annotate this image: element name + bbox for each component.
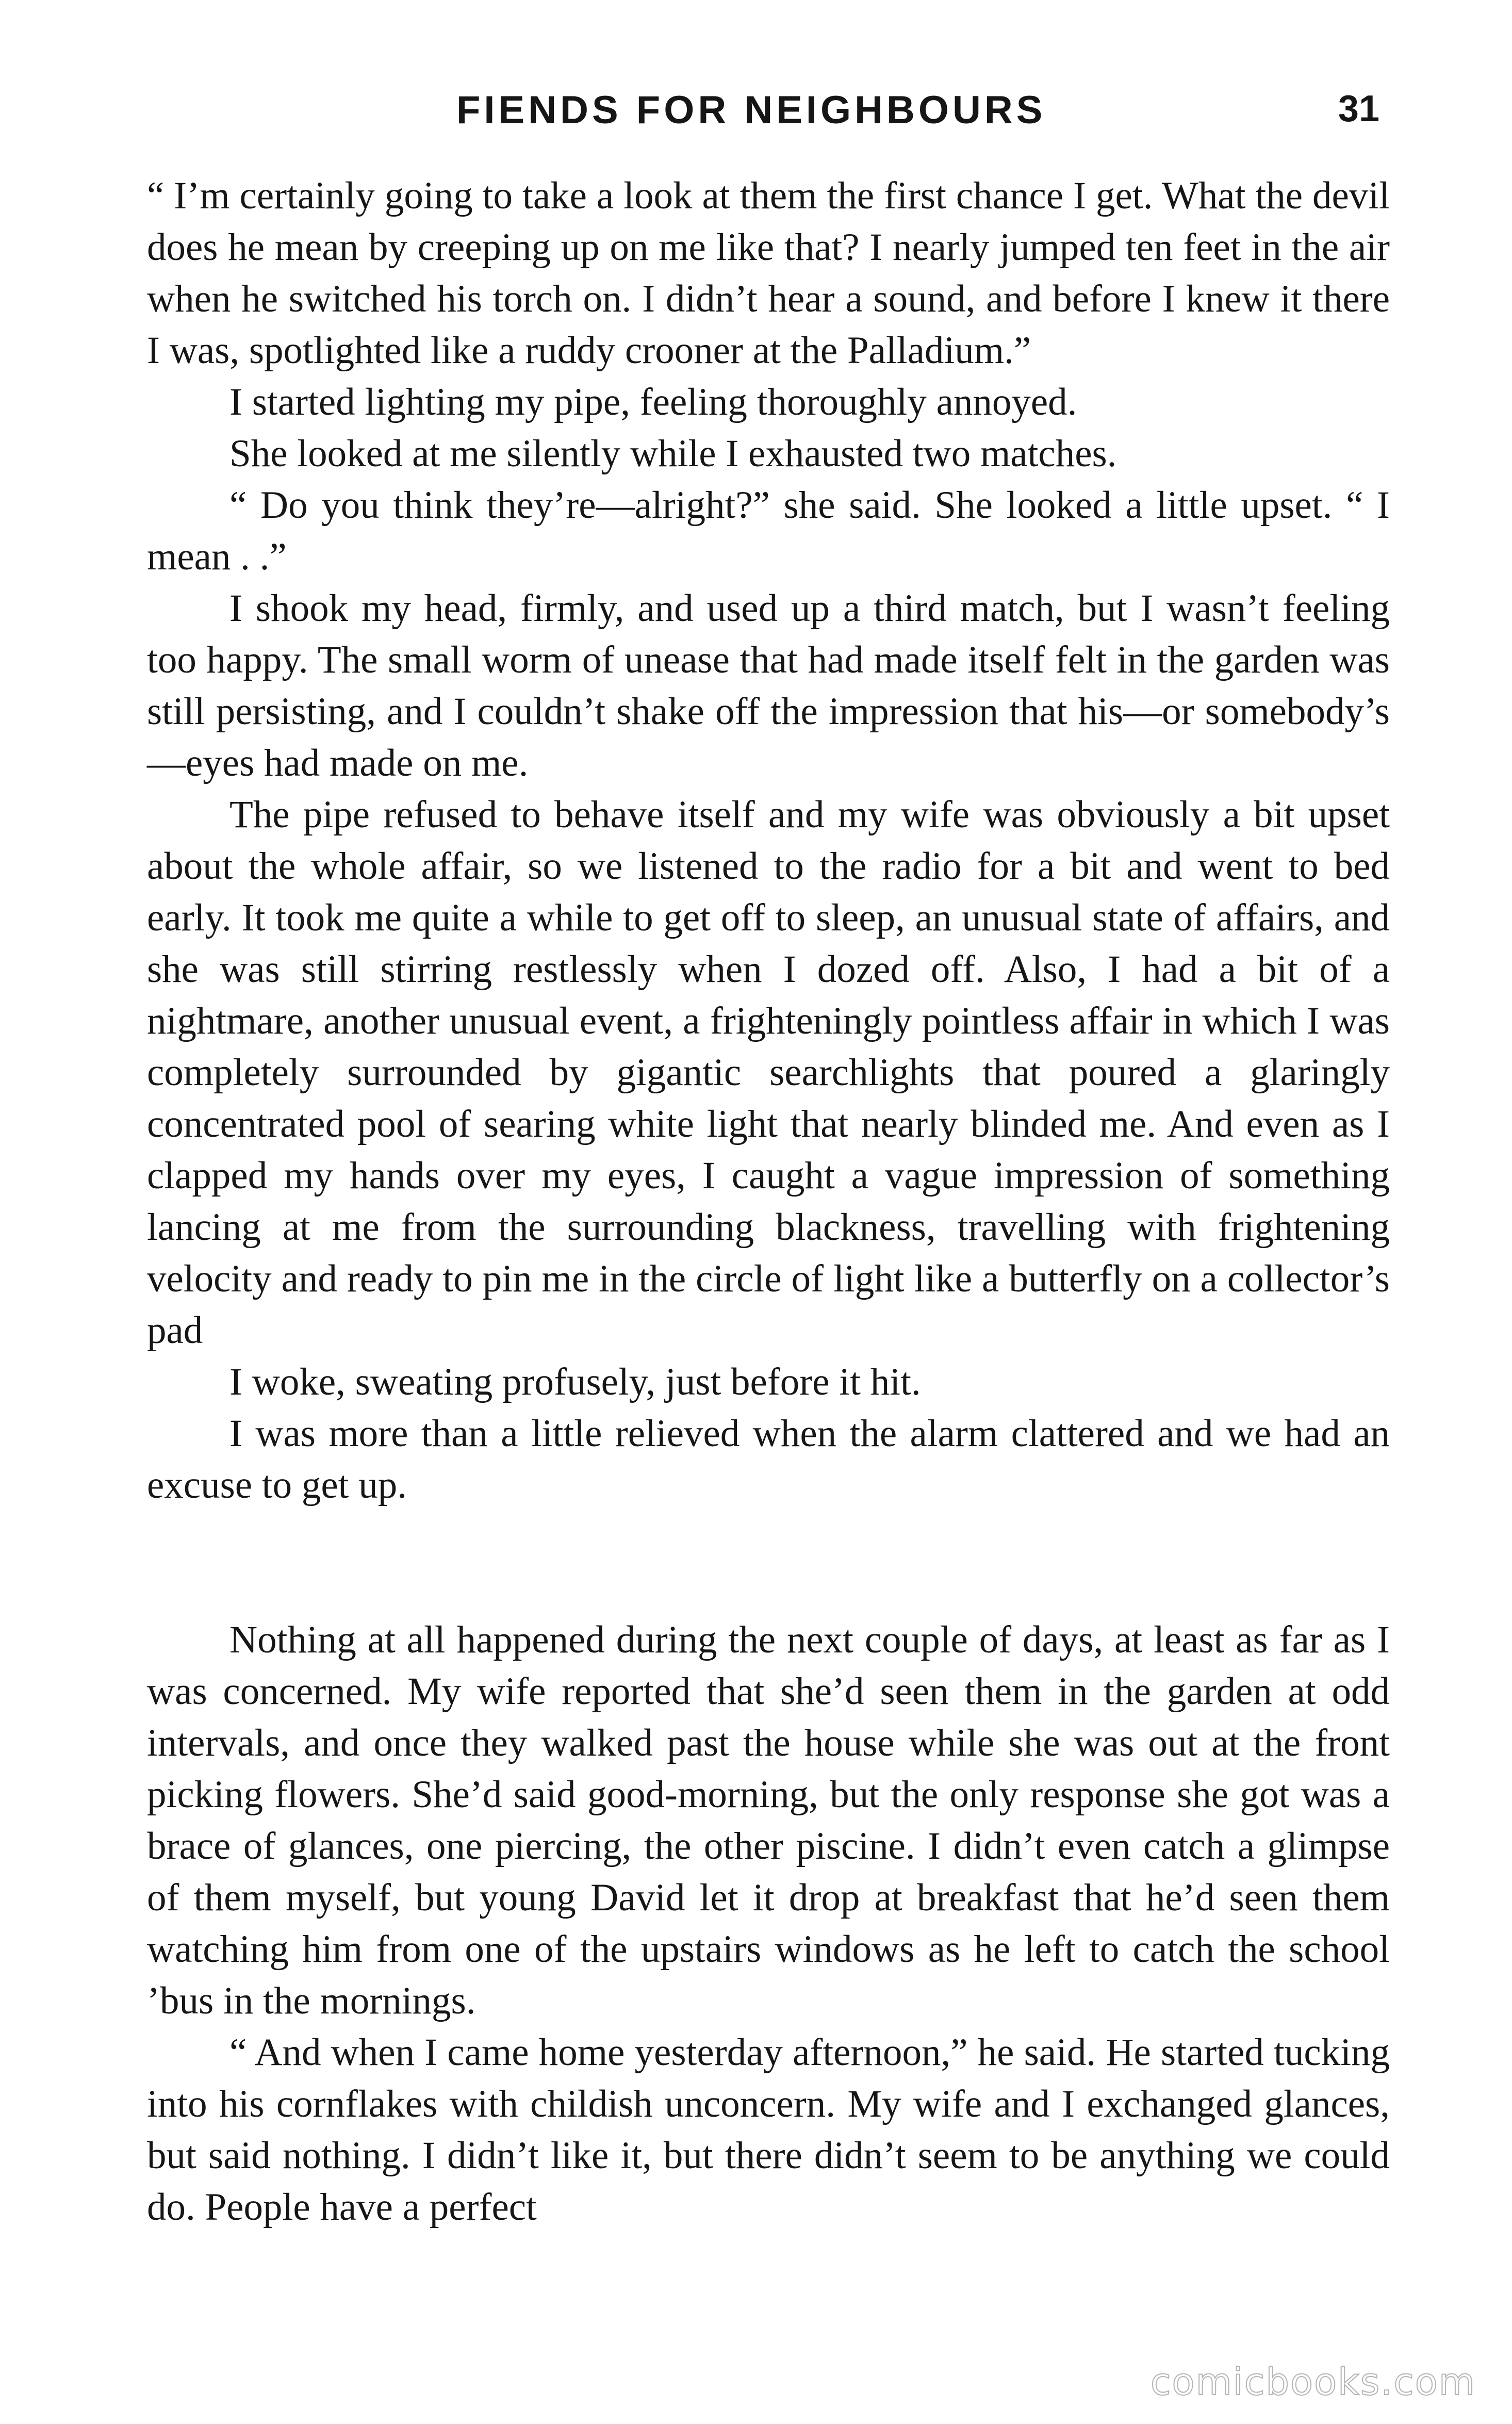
- paragraph: She looked at me silently while I exhausted two matches.: [229, 432, 1117, 475]
- paragraph: The pipe refused to behave itself and my wife was obviously a bit upset about the whole affair, so we listened to the radio for a bit and went to bed early. It took me quite a while to get off to sleep, an unusual state of affairs, and she was still stirring restlessly when I dozed off. Also, I had a bit of a nightmare, another unusual event, a frighteningly pointless affair in which I was completely surrounded by gigantic searchlights that poured a glaringly concentrated pool of searing white light that nearly blinded me. And even as I clapped my hands over my eyes, I caught a vague impression of something lancing at me from the surrounding blackness, travelling with frightening velocity and ready to pin me in the circle of light like a butterfly on a collector’s pad: [147, 793, 1390, 1352]
- paragraph: I was more than a little relieved when the alarm clattered and we had an excuse to get up.: [147, 1412, 1390, 1506]
- body-text: [147, 170, 1390, 2233]
- running-head: FIENDS FOR NEIGHBOURS: [456, 88, 1046, 132]
- paragraph: I shook my head, firmly, and used up a third match, but I wasn’t feeling too happy. The small worm of unease that had made itself felt in the garden was still persisting, and I couldn’t shake off the impression that his—or somebody’s—eyes had made on me.: [147, 587, 1390, 784]
- paragraph: “ Do you think they’re—alright?” she said. She looked a little upset. “ I mean . .”: [147, 484, 1390, 578]
- paragraph: I woke, sweating profusely, just before it hit.: [229, 1361, 921, 1403]
- watermark: comicbooks.com: [1150, 2360, 1476, 2403]
- paragraph: “ I’m certainly going to take a look at them the first chance I get. What the devil does he mean by creeping up on me like that? I nearly jumped ten feet in the air when he switched his torch on. I didn’t hear a sound, and before I knew it there I was, spotlighted like a ruddy crooner at the Palladium.”: [147, 174, 1390, 372]
- section-break: [147, 1511, 1390, 1614]
- paragraph: I started lighting my pipe, feeling thoroughly annoyed.: [229, 381, 1077, 423]
- page-header: [147, 77, 1390, 144]
- page-number: 31: [1338, 88, 1379, 129]
- paragraph: “ And when I came home yesterday afternoon,” he said. He started tucking into his cornflakes with childish unconcern. My wife and I exchanged glances, but said nothing. I didn’t like it, but there didn’t seem to be anything we could do. People have a perfect: [147, 2031, 1390, 2229]
- paragraph: Nothing at all happened during the next couple of days, at least as far as I was concerned. My wife reported that she’d seen them in the garden at odd intervals, and once they walked past the house while she was out at the front picking flowers. She’d said good-morning, but the only response she got was a brace of glances, one piercing, the other piscine. I didn’t even catch a glimpse of them myself, but young David let it drop at breakfast that he’d seen them watching him from one of the upstairs windows as he left to catch the school ’bus in the mornings.: [147, 1618, 1390, 2022]
